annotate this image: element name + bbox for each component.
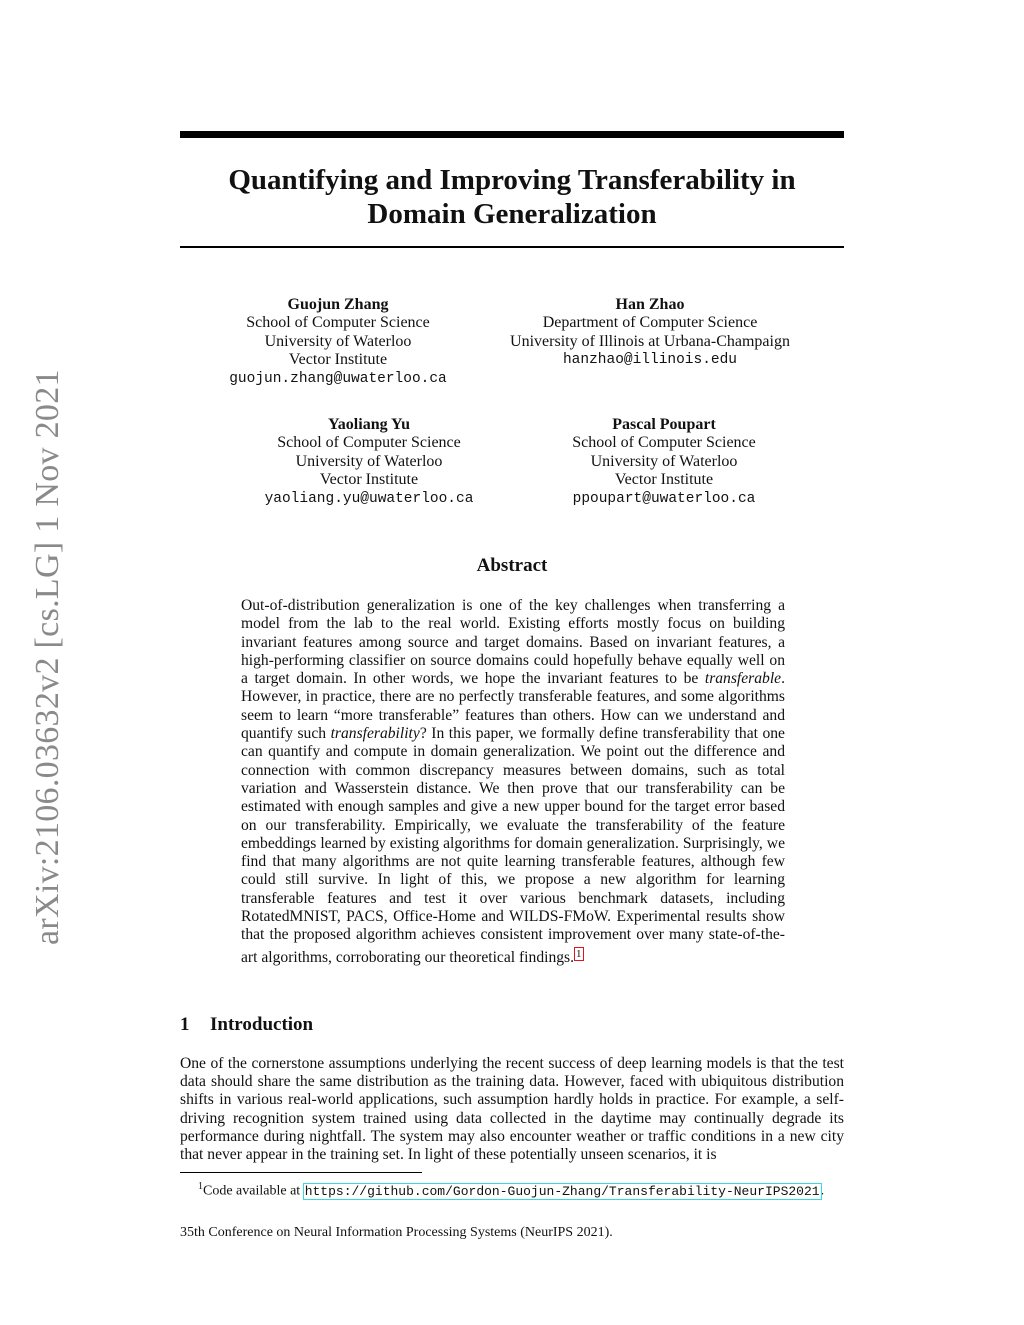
author-block-2 <box>490 296 810 370</box>
title-line-2: Domain Generalization <box>367 198 657 230</box>
author-block-4 <box>524 416 804 508</box>
author-affiliation: Vector Institute <box>614 471 714 489</box>
intro-paragraph: One of the cornerstone assumptions underlying the recent success of deep learning models is that the test data should share the same distribution as the training data. However, faced with ubiquitous distribution shifts in various real-world applications, such assumption hardly holds in practice. For example, a self-driving recognition system trained using data collected in the daytime may continually degrade its performance during nightfall. The system may also encounter weather or traffic conditions in a new city that never appear in the training set. In light of these potentially unseen scenarios, it is <box>180 1055 844 1164</box>
author-block-1 <box>198 296 478 388</box>
abstract-emphasis: transferability <box>330 725 420 743</box>
abstract-heading: Abstract <box>476 555 548 576</box>
author-affiliation: School of Computer Science <box>277 434 461 452</box>
author-name: Guojun Zhang <box>287 296 389 313</box>
author-block-3 <box>229 416 509 508</box>
author-affiliation: Vector Institute <box>288 351 388 369</box>
author-affiliation: University of Waterloo <box>295 452 443 470</box>
author-affiliation: School of Computer Science <box>246 314 430 332</box>
abstract-text: ? In this paper, we formally define transferability that one can quantify and compute in domain generalization. We point out the difference and connection with common discrepancy measures between domains, such as total variation and Wasserstein distance. We then prove that our transferability can be estimated with enough samples and give a new upper bound for the target error based on our transferability. Empirically, we evaluate the transferability of the feature embeddings learned by existing algorithms for domain generalization. Surprisingly, we find that many algorithms are not quite learning transferable features, although few could still survive. In light of this, we propose a new algorithm for learning transferable features and test it over various benchmark datasets, including RotatedMNIST, PACS, Office-Home and WILDS-FMoW. Experimental results show that the proposed algorithm achieves consistent improvement over many state-of-the-art algorithms, corroborating our theoretical findings. <box>241 725 785 966</box>
paper-title <box>180 163 844 231</box>
author-email[interactable]: guojun.zhang@uwaterloo.ca <box>229 370 447 387</box>
abstract-body <box>241 597 785 967</box>
code-url-link[interactable]: https://github.com/Gordon-Guojun-Zhang/Transferability-NeurIPS2021 <box>304 1183 820 1199</box>
title-top-rule <box>180 131 844 138</box>
author-affiliation: University of Illinois at Urbana-Champaign <box>510 332 790 350</box>
author-name: Han Zhao <box>615 296 685 313</box>
author-name: Pascal Poupart <box>612 416 716 433</box>
footnote-text: Code available at <box>203 1183 304 1199</box>
author-affiliation: University of Waterloo <box>264 332 412 350</box>
author-affiliation: Vector Institute <box>319 471 419 489</box>
section-title: Introduction <box>210 1014 314 1035</box>
author-affiliation: Department of Computer Science <box>542 314 758 332</box>
arxiv-stamp: arXiv:2106.03632v2 [cs.LG] 1 Nov 2021 <box>29 369 66 945</box>
section-number: 1 <box>180 1014 190 1035</box>
abstract-text: Out-of-distribution generalization is one of the key challenges when transferring a model from the lab to the real world. Existing efforts mostly focus on building invariant features among source and target domains. Based on invariant features, a high-performing classifier on source domains could hopefully behave equally well on a target domain. In other words, we hope the invariant features to be <box>241 597 785 688</box>
section-heading <box>180 1013 313 1037</box>
author-email[interactable]: hanzhao@illinois.edu <box>562 352 738 369</box>
abstract-text: . However, in practice, there are no perfectly transferable features, and some algorithms seem to learn “more transferable” features than others. How can we understand and quantify such <box>241 670 785 743</box>
conference-note: 35th Conference on Neural Information Processing Systems (NeurIPS 2021). <box>180 1225 613 1240</box>
footnote <box>198 1178 824 1201</box>
author-affiliation: School of Computer Science <box>572 434 756 452</box>
title-bottom-rule <box>180 246 844 248</box>
footnote-link[interactable]: 1 <box>576 947 582 960</box>
title-line-1: Quantifying and Improving Transferability in <box>228 164 796 196</box>
abstract-emphasis: transferable <box>704 670 782 688</box>
author-name: Yaoliang Yu <box>328 416 410 433</box>
author-email[interactable]: yaoliang.yu@uwaterloo.ca <box>264 490 474 507</box>
footnote-end: . <box>820 1183 825 1199</box>
footnote-mark: 1 <box>198 1181 203 1192</box>
author-email[interactable]: ppoupart@uwaterloo.ca <box>572 490 756 507</box>
author-affiliation: University of Waterloo <box>590 452 738 470</box>
footnote-rule <box>180 1172 422 1173</box>
